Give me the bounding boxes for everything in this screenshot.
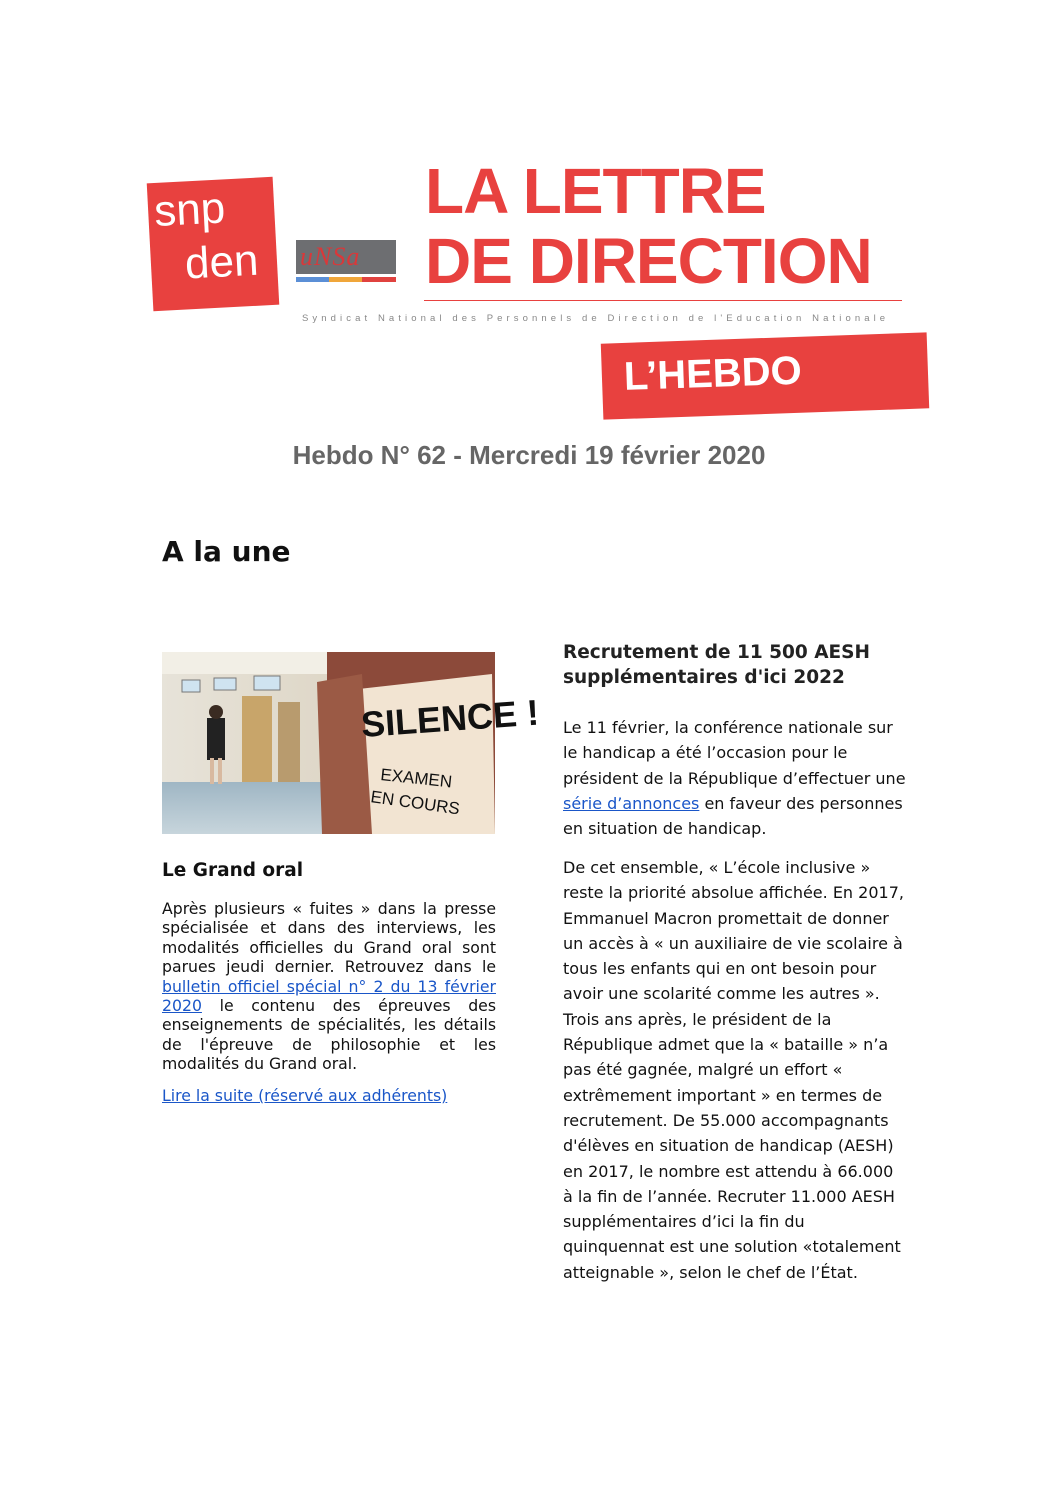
unsa-logo-band: [296, 277, 396, 282]
read-more-link[interactable]: Lire la suite (réservé aux adhérents): [162, 1086, 448, 1105]
snpden-logo: [147, 177, 280, 311]
masthead-title: [425, 156, 915, 296]
left-body-text-2: le contenu des épreuves des enseignements de spécialités, les détails de l'épreuve de philosophie et les modalités du Grand oral.: [162, 996, 496, 1074]
logo-line-den: den: [183, 235, 260, 289]
unsa-logo: [296, 240, 400, 284]
masthead-subtitle: Syndicat National des Personnels de Direction de l'Education Nationale: [302, 313, 890, 324]
masthead-title-line2: DE DIRECTION: [425, 225, 872, 297]
article-photo-illustration: [162, 652, 541, 834]
masthead-divider: [424, 300, 902, 301]
right-article-paragraph-1: [563, 715, 908, 841]
left-article-title: Le Grand oral: [162, 860, 304, 881]
photo-sign-examen: EXAMEN: [379, 765, 453, 792]
right-article-paragraph-2: De cet ensemble, « L’école inclusive » reste la priorité absolue affichée. En 2017, Emmanuel Macron promettait de donner un accès à « un auxiliaire de vie scolaire à tous les enfants qui en ont besoin pour avoir une scolarité comme les autres ». Trois ans après, le président de la République admet que la « bataille » n’a pas été gagnée, malgré un effort « extrêmement important » en termes de recrutement. De 55.000 accompagnants d'élèves en situation de handicap (AESH) en 2017, le nombre est attendu à 66.000 à la fin de l’année. Recruter 11.000 AESH supplémentaires d’ici la fin du quinquennat est une solution «totalement atteignable », selon le chef de l’État.: [563, 858, 904, 1282]
logo-line-snp: snp: [152, 183, 227, 236]
masthead-title-line1: LA LETTRE: [425, 155, 766, 227]
bulletin-officiel-link[interactable]: bulletin officiel spécial n° 2 du 13 février 2020: [162, 976, 496, 1016]
right-article-title: Recrutement de 11 500 AESH supplémentaires d'ici 2022: [563, 642, 870, 688]
left-article-body: [162, 899, 496, 1074]
photo-sign-en-cours: EN COURS: [369, 787, 461, 819]
section-heading: A la une: [162, 535, 291, 568]
article-photo: [162, 652, 541, 834]
left-body-text-1: Après plusieurs « fuites » dans la presse spécialisée et dans des interviews, les modalités officielles du Grand oral sont parues jeudi dernier. Retrouvez dans le: [162, 899, 496, 977]
right-p1-text-2: en faveur des personnes en situation de handicap.: [563, 793, 903, 839]
issue-line: Hebdo N° 62 - Mercredi 19 février 2020: [292, 440, 766, 470]
unsa-logo-text: uNSa: [300, 242, 361, 271]
right-p1-text-1: Le 11 février, la conférence nationale sur le handicap a été l’occasion pour le président de la République d’effectuer une: [563, 718, 906, 788]
hebdo-badge: [601, 332, 929, 419]
serie-annonces-link[interactable]: série d’annonces: [563, 793, 700, 813]
hebdo-badge-label: L’HEBDO: [623, 348, 803, 399]
photo-sign-silence: SILENCE !: [359, 691, 541, 745]
